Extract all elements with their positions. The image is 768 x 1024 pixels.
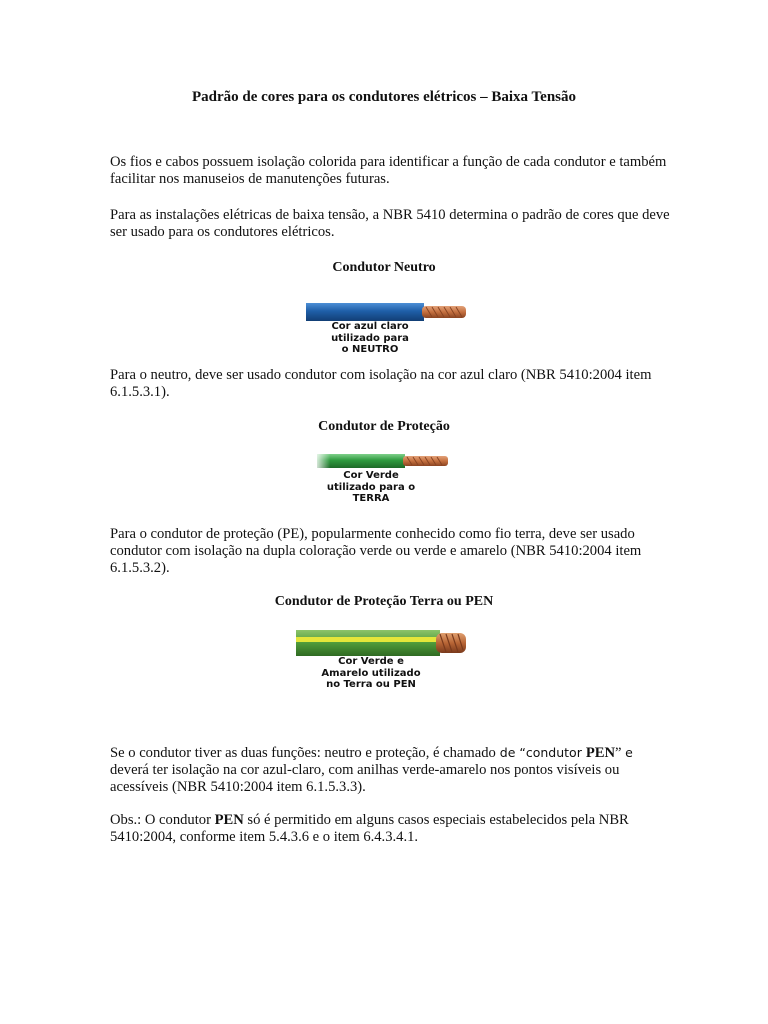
neutral-caption-line-1: Cor azul claro: [331, 321, 409, 332]
pen-text-part-6: deverá ter isolação na cor azul-claro, com anilhas verde-amarelo nos pontos visíveis ou acessíveis (NBR 5410:2004 item 6.1.5.3.3).: [110, 762, 620, 795]
heading-condutor-pen: Condutor de Proteção Terra ou PEN: [274, 594, 494, 609]
pen-text-part-4: ”: [615, 745, 626, 761]
pen-caption-line-2: Amarelo utilizado: [321, 667, 421, 679]
pen-cable-image: [296, 628, 470, 658]
obs-bold: PEN: [214, 812, 244, 828]
pen-caption-line-3: no Terra ou PEN: [326, 679, 416, 690]
ground-caption-line-3: TERRA: [352, 493, 390, 504]
obs-prefix: Obs.: O condutor: [110, 812, 215, 828]
protection-paragraph: Para o condutor de proteção (PE), popularmente conhecido como fio terra, deve ser usado condutor com isolação na dupla coloração verde ou verde e amarelo (NBR 5410:2004 item 6.1.5.3.2).: [110, 526, 642, 576]
ground-cable-image: [317, 451, 451, 471]
neutral-caption-line-2: utilizado para: [331, 332, 409, 344]
pen-text-part-2: de “: [495, 745, 526, 760]
pen-cable-caption: [316, 656, 426, 691]
ground-caption-line-2: utilizado para o: [326, 481, 416, 493]
pen-text-part-5: e: [625, 745, 633, 760]
pen-text-part-1: Se o condutor tiver as duas funções: neutro e proteção, é chamado: [110, 745, 496, 761]
pen-paragraph: [110, 744, 670, 796]
neutral-paragraph: Para o neutro, deve ser usado condutor com isolação na cor azul claro (NBR 5410:2004 item 6.1.5.3.1).: [110, 367, 652, 400]
page-title: Padrão de cores para os condutores elétricos – Baixa Tensão: [191, 89, 577, 105]
neutral-caption-line-3: o NEUTRO: [341, 344, 399, 355]
obs-paragraph: [110, 812, 670, 846]
intro-paragraph-2: Para as instalações elétricas de baixa tensão, a NBR 5410 determina o padrão de cores que deve ser usado para os condutores elétricos.: [110, 207, 670, 240]
pen-text-part-3: condutor: [525, 745, 586, 760]
ground-caption-line-1: Cor Verde: [343, 470, 399, 481]
heading-condutor-protecao: Condutor de Proteção: [318, 419, 450, 434]
neutral-cable-caption: [330, 321, 410, 356]
pen-caption-line-1: Cor Verde e: [338, 656, 404, 667]
heading-condutor-neutro: Condutor Neutro: [332, 260, 436, 275]
pen-text-bold: PEN: [585, 745, 616, 761]
ground-cable-caption: [316, 470, 426, 505]
obs-suffix: só é permitido em alguns casos especiais estabelecidos pela NBR 5410:2004, conforme item 5.4.3.6 e o item 6.4.3.4.1.: [110, 812, 629, 845]
intro-paragraph-1: Os fios e cabos possuem isolação colorida para identificar a função de cada condutor e também facilitar nos manuseios de manutenções futuras.: [110, 154, 667, 187]
